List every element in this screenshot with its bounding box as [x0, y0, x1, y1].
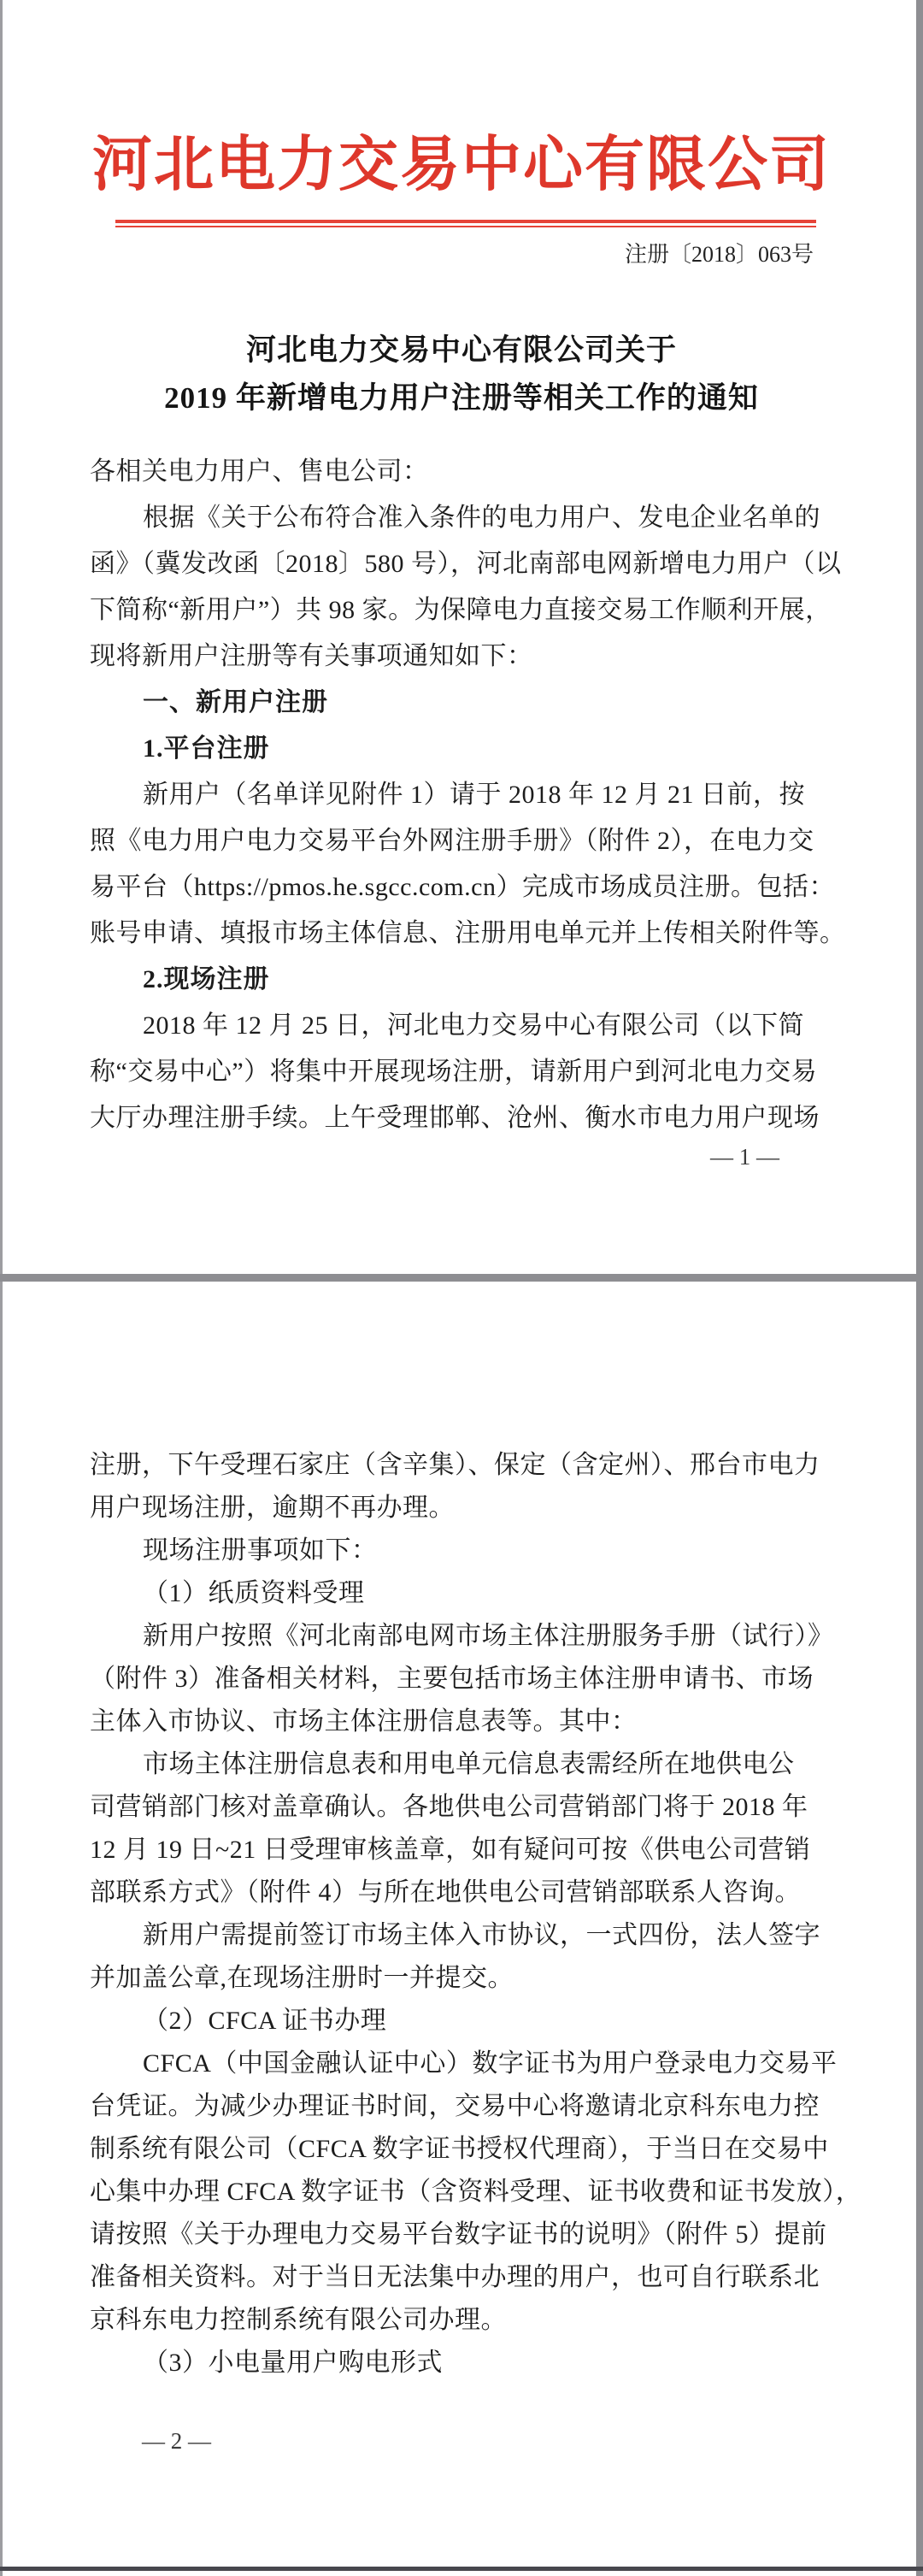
body-line: 用户现场注册，逾期不再办理。 — [90, 1494, 455, 1522]
body-line: 新用户（名单详见附件 1）请于 2018 年 12 月 21 日前，按 — [143, 781, 805, 809]
scan-bottom-edge-line — [0, 2567, 923, 2571]
body-line: 2018 年 12 月 25 日，河北电力交易中心有限公司（以下简 — [143, 1011, 804, 1040]
agency-masthead: 河北电力交易中心有限公司 — [92, 133, 831, 198]
body-line: 照《电力用户电力交易平台外网注册手册》（附件 2），在电力交 — [90, 827, 814, 855]
item-3-heading: （3）小电量用户购电形式 — [143, 2349, 443, 2377]
page-number: — 1 — — [710, 1144, 779, 1170]
body-line: 心集中办理 CFCA 数字证书（含资料受理、证书收费和证书发放）， — [90, 2178, 862, 2206]
body-line: 注册，下午受理石家庄（含辛集）、保定（含定州）、邢台市电力 — [90, 1451, 820, 1479]
body-line: 部联系方式》（附件 4）与所在地供电公司营销部联系人咨询。 — [90, 1878, 801, 1907]
body-line: 大厅办理注册手续。上午受理邯郸、沧州、衡水市电力用户现场 — [90, 1104, 820, 1132]
body-line: 现场注册事项如下： — [143, 1536, 378, 1565]
body-line: 请按照《关于办理电力交易平台数字证书的说明》（附件 5）提前 — [90, 2220, 827, 2249]
body-line: 现将新用户注册等有关事项通知如下： — [90, 642, 533, 670]
body-line: 市场主体注册信息表和用电单元信息表需经所在地供电公 — [143, 1750, 795, 1778]
body-line: 新用户需提前签订市场主体入市协议，一式四份，法人签字 — [143, 1921, 820, 1949]
body-line: 准备相关资料。对于当日无法集中办理的用户，也可自行联系北 — [90, 2263, 820, 2291]
section-1-heading: 一、新用户注册 — [143, 688, 328, 716]
body-line: CFCA（中国金融认证中心）数字证书为用户登录电力交易平 — [143, 2049, 838, 2078]
body-line: 并加盖公章,在现场注册时一并提交。 — [90, 1964, 514, 1992]
page-2-body — [90, 1444, 862, 2384]
body-line: 12 月 19 日~21 日受理审核盖章，如有疑问可按《供电公司营销 — [90, 1836, 811, 1864]
body-line: 司营销部门核对盖章确认。各地供电公司营销部门将于 2018 年 — [90, 1793, 808, 1821]
masthead-red-rule — [115, 220, 816, 227]
body-line: （附件 3）准备相关材料，主要包括市场主体注册申请书、市场 — [90, 1665, 814, 1693]
page-1-body — [90, 449, 846, 1141]
body-line: 下简称“新用户”）共 98 家。为保障电力直接交易工作顺利开展， — [90, 596, 832, 624]
scan-right-edge-strip — [916, 0, 923, 2576]
body-line: 账号申请、填报市场主体信息、注册用电单元并上传相关附件等。 — [90, 919, 846, 947]
body-line: 京科东电力控制系统有限公司办理。 — [90, 2306, 507, 2334]
salutation-line: 各相关电力用户、售电公司： — [90, 457, 429, 486]
doc-number: 注册〔2018〕063号 — [624, 242, 814, 267]
page-divider — [0, 1274, 923, 1282]
body-line: 根据《关于公布符合准入条件的电力用户、发电企业名单的 — [143, 504, 820, 532]
page-number: — 2 — — [142, 2428, 211, 2454]
item-1-heading: （1）纸质资料受理 — [143, 1579, 365, 1607]
body-line: 制系统有限公司（CFCA 数字证书授权代理商），于当日在交易中 — [90, 2135, 829, 2163]
body-line: 函》（冀发改函〔2018〕580 号），河北南部电网新增电力用户（以 — [90, 550, 842, 578]
body-line: 主体入市协议、市场主体注册信息表等。其中： — [90, 1707, 638, 1736]
subsection-2-heading: 2.现场注册 — [143, 965, 270, 993]
body-line: 台凭证。为减少办理证书时间，交易中心将邀请北京科东电力控 — [90, 2092, 820, 2120]
subsection-1-heading: 1.平台注册 — [143, 734, 270, 763]
body-line-with-url: 易平台（https://pmos.he.sgcc.com.cn）完成市场成员注册。包括： — [90, 873, 835, 901]
notice-title-line-2: 2019 年新增电力用户注册等相关工作的通知 — [164, 381, 759, 415]
scan-left-edge-line — [0, 0, 3, 2576]
body-line: 新用户按照《河北南部电网市场主体注册服务手册（试行）》 — [143, 1622, 834, 1650]
notice-title — [51, 327, 872, 422]
notice-title-line-1: 河北电力交易中心有限公司关于 — [245, 333, 677, 367]
item-2-heading: （2）CFCA 证书办理 — [143, 2007, 387, 2035]
body-line: 称“交易中心”）将集中开展现场注册，请新用户到河北电力交易 — [90, 1058, 818, 1086]
